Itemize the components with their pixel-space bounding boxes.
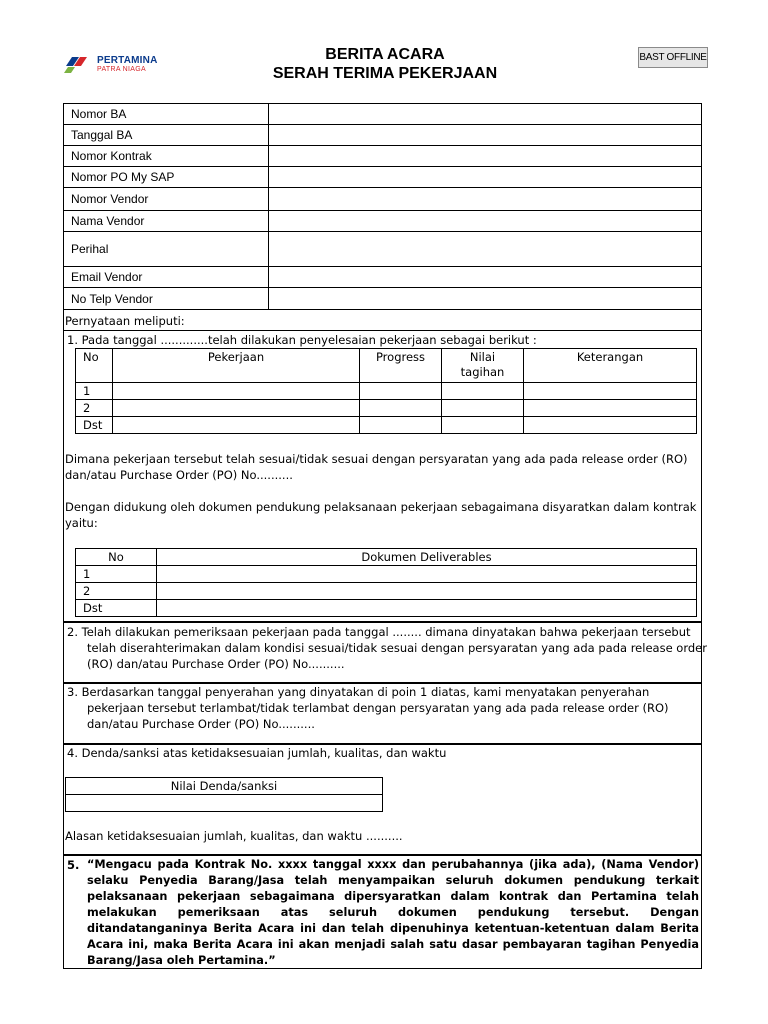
item3-line2: pekerjaan tersebut terlambat/tidak terlambat dengan persyaratan yang ada pada release order (RO) [87,701,669,715]
penalty-header: Nilai Denda/sanksi [66,778,383,795]
field-value[interactable] [269,232,702,267]
field-value[interactable] [269,267,702,288]
table-row [76,583,697,600]
table-row [64,211,702,232]
cell[interactable] [524,400,697,417]
logo-subtitle: PATRA NIAGA [97,66,146,73]
table-row [76,600,697,617]
col-header-dokumen: Dokumen Deliverables [157,549,697,566]
document-title-line1: BERITA ACARA [325,46,445,63]
cell[interactable] [113,400,360,417]
cell[interactable] [113,417,360,434]
cell[interactable] [113,383,360,400]
item3-line1: 3. Berdasarkan tanggal penyerahan yang dinyatakan di poin 1 diatas, kami menyatakan penyerahan [67,685,650,699]
table-row [64,188,702,211]
field-label: Nomor PO My SAP [64,167,269,188]
deliverables-table [75,548,697,617]
info-table [63,103,702,310]
col-header-no: No [76,549,157,566]
table-row [76,566,697,583]
cell[interactable] [157,566,697,583]
field-label: Email Vendor [64,267,269,288]
item3-line3: dan/atau Purchase Order (PO) No.......... [87,717,315,731]
field-label: Tanggal BA [64,125,269,146]
table-row [66,795,383,812]
cell[interactable] [157,600,697,617]
nilai-label: Nilai [469,350,496,364]
row-no: 1 [76,383,113,400]
field-label: Nomor Kontrak [64,146,269,167]
table-row [76,383,697,400]
table-row [76,549,697,566]
document-title-line2: SERAH TERIMA PEKERJAAN [272,65,498,82]
table-row [76,417,697,434]
penalty-value[interactable] [66,795,383,812]
table-row [64,146,702,167]
logo-name: PERTAMINA [97,55,158,66]
field-value[interactable] [269,104,702,125]
field-label: Nomor BA [64,104,269,125]
cell[interactable] [157,583,697,600]
table-row [64,125,702,146]
col-header-no: No [76,349,113,383]
field-label: Nomor Vendor [64,188,269,211]
item5-number: 5. [67,858,80,872]
item1-para2-line2: yaitu: [65,516,98,530]
col-header-keterangan: Keterangan [524,349,697,383]
cell[interactable] [442,417,524,434]
col-header-progress: Progress [360,349,442,383]
field-value[interactable] [269,146,702,167]
item1-para2-line1: Dengan didukung oleh dokumen pendukung pelaksanaan pekerjaan sebagaimana disyaratkan dalam kontrak [65,500,697,514]
table-row [64,104,702,125]
field-label: No Telp Vendor [64,288,269,310]
row-no: Dst [76,417,113,434]
col-header-pekerjaan: Pekerjaan [113,349,360,383]
field-label: Nama Vendor [64,211,269,232]
cell[interactable] [524,417,697,434]
row-no: Dst [76,600,157,617]
field-value[interactable] [269,288,702,310]
item5-text: “Mengacu pada Kontrak No. xxxx tanggal xxxx dan perubahannya (jika ada), (Nama Vendor) selaku Penyedia Barang/Jasa telah menyampaikan seluruh dokumen pendukung terkait pelaksanaan pekerjaan sebagaimana dipersyaratkan dalam kontrak dan Pertamina telah melakukan pemeriksaan atas seluruh dokumen pendukung tersebut. Dengan ditandatanganinya Berita Acara ini dan telah dipenuhinya ketentuan-ketentuan dalam Berita Acara ini, maka Berita Acara ini akan menjadi salah satu dasar pembayaran tagihan Penyedia Barang/Jasa oleh Pertamina.” [87,858,699,967]
field-value[interactable] [269,211,702,232]
field-value[interactable] [269,188,702,211]
item4-reason: Alasan ketidaksesuaian jumlah, kualitas, dan waktu .......... [65,829,403,843]
tagihan-label: tagihan [460,365,505,379]
row-no: 2 [76,400,113,417]
table-row [76,349,697,383]
table-row [64,232,702,267]
field-value[interactable] [269,167,702,188]
table-row [64,167,702,188]
item1-text: 1. Pada tanggal .............telah dilakukan penyelesaian pekerjaan sebagai berikut : [67,333,537,347]
cell[interactable] [360,383,442,400]
pertamina-logo-icon [62,53,92,75]
table-row [66,778,383,795]
field-label: Perihal [64,232,269,267]
col-header-nilai-tagihan [442,349,524,383]
work-table [75,348,697,434]
field-value[interactable] [269,125,702,146]
table-row [64,288,702,310]
statement-heading: Pernyataan meliputi: [65,314,185,328]
cell[interactable] [360,417,442,434]
item2-line1: 2. Telah dilakukan pemeriksaan pekerjaan pada tanggal ........ dimana dinyatakan bahwa pekerjaan tersebut [67,625,691,639]
row-no: 2 [76,583,157,600]
cell[interactable] [360,400,442,417]
row-no: 1 [76,566,157,583]
cell[interactable] [524,383,697,400]
table-row [76,400,697,417]
item1-para1-line1: Dimana pekerjaan tersebut telah sesuai/tidak sesuai dengan persyaratan yang ada pada release order (RO) [65,452,688,466]
cell[interactable] [442,400,524,417]
cell[interactable] [442,383,524,400]
divider [63,330,702,331]
bast-offline-badge: BAST OFFLINE [638,47,708,68]
item4-line1: 4. Denda/sanksi atas ketidaksesuaian jumlah, kualitas, dan waktu [67,746,447,760]
item2-line2: telah diserahterimakan dalam kondisi sesuai/tidak sesuai dengan persyaratan yang ada pada release order [87,641,707,655]
table-row [64,267,702,288]
item1-para1-line2: dan/atau Purchase Order (PO) No.......... [65,468,293,482]
penalty-table [65,777,383,812]
company-logo [62,50,182,80]
item2-line3: (RO) dan/atau Purchase Order (PO) No.......... [87,657,345,671]
